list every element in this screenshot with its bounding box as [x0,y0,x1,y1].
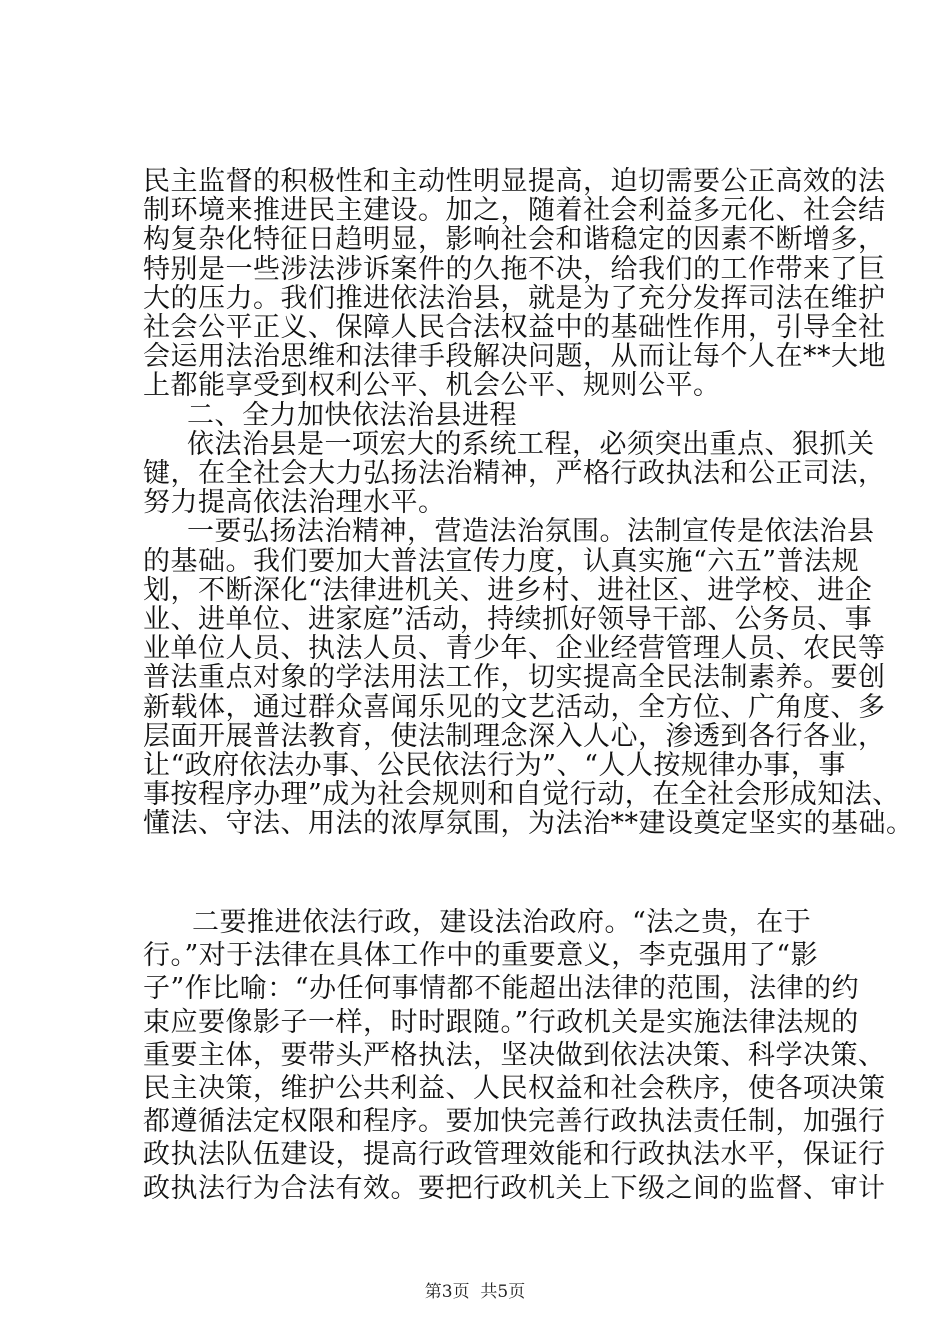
text-line: 的基础。我们要加大普法宣传力度，认真实施“六五”普法规 [143,546,860,577]
text-line: 依法治县是一项宏大的系统工程，必须突出重点、狠抓关 [187,429,875,460]
text-line: 束应要像影子一样，时时跟随。”行政机关是实施法律法规的 [143,1007,859,1038]
text-line: 行。”对于法律在具体工作中的重要意义，李克强用了“影 [143,940,819,971]
text-line: 层面开展普法教育，使法制理念深入人心，渗透到各行各业， [143,721,886,752]
text-line: 上都能享受到权利公平、机会公平、规则公平。 [143,370,721,401]
text-line: 努力提高依法治理水平。 [143,487,446,518]
text-line: 业单位人员、执法人员、青少年、企业经营管理人员、农民等 [143,633,886,664]
text-line: 政执法行为合法有效。要把行政机关上下级之间的监督、审计 [143,1173,886,1204]
text-line: 懂法、守法、用法的浓厚氛围，为法治**建设奠定坚实的基础。 [143,808,914,839]
text-line: 新载体，通过群众喜闻乐见的文艺活动，全方位、广角度、多 [143,692,886,723]
text-line: 重要主体，要带头严格执法，坚决做到依法决策、科学决策、 [143,1040,886,1071]
text-line: 特别是一些涉法涉诉案件的久拖不决，给我们的工作带来了巨 [143,254,886,285]
text-line: 二要推进依法行政，建设法治政府。“法之贵，在于 [192,907,812,938]
text-line: 普法重点对象的学法用法工作，切实提高全民法制素养。要创 [143,662,886,693]
text-line: 键，在全社会大力弘扬法治精神，严格行政执法和公正司法， [143,458,886,489]
text-line: 制环境来推进民主建设。加之，随着社会利益多元化、社会结 [143,195,886,226]
text-line: 民主监督的积极性和主动性明显提高，迫切需要公正高效的法 [143,166,886,197]
text-line: 政执法队伍建设，提高行政管理效能和行政执法水平，保证行 [143,1139,886,1170]
page-number-label: 第3页 共5页 [424,1282,526,1302]
text-line: 社会公平正义、保障人民合法权益中的基础性作用，引导全社 [143,312,886,343]
text-line: 都遵循法定权限和程序。要加快完善行政执法责任制，加强行 [143,1106,886,1137]
text-line: 事按程序办理”成为社会规则和自觉行动，在全社会形成知法、 [143,779,900,810]
text-line: 会运用法治思维和法律手段解决问题，从而让每个人在**大地 [143,341,886,372]
text-line: 业、进单位、进家庭”活动，持续抓好领导干部、公务员、事 [143,604,873,635]
section-heading: 二、全力加快依法治县进程 [187,400,517,431]
text-line: 划，不断深化“法律进机关、进乡村、进社区、进学校、进企 [143,575,873,606]
text-line: 子”作比喻：“办任何事情都不能超出法律的范围，法律的约 [143,973,860,1004]
text-line: 大的压力。我们推进依法治县，就是为了充分发挥司法在维护 [143,283,886,314]
text-line: 让“政府依法办事、公民依法行为”、“人人按规律办事，事 [143,750,846,781]
text-line: 一要弘扬法治精神，营造法治氛围。法制宣传是依法治县 [187,516,875,547]
page-footer [0,1277,950,1302]
text-line: 民主决策，维护公共利益、人民权益和社会秩序，使各项决策 [143,1073,886,1104]
text-line: 构复杂化特征日趋明显，影响社会和谐稳定的因素不断增多， [143,224,886,255]
